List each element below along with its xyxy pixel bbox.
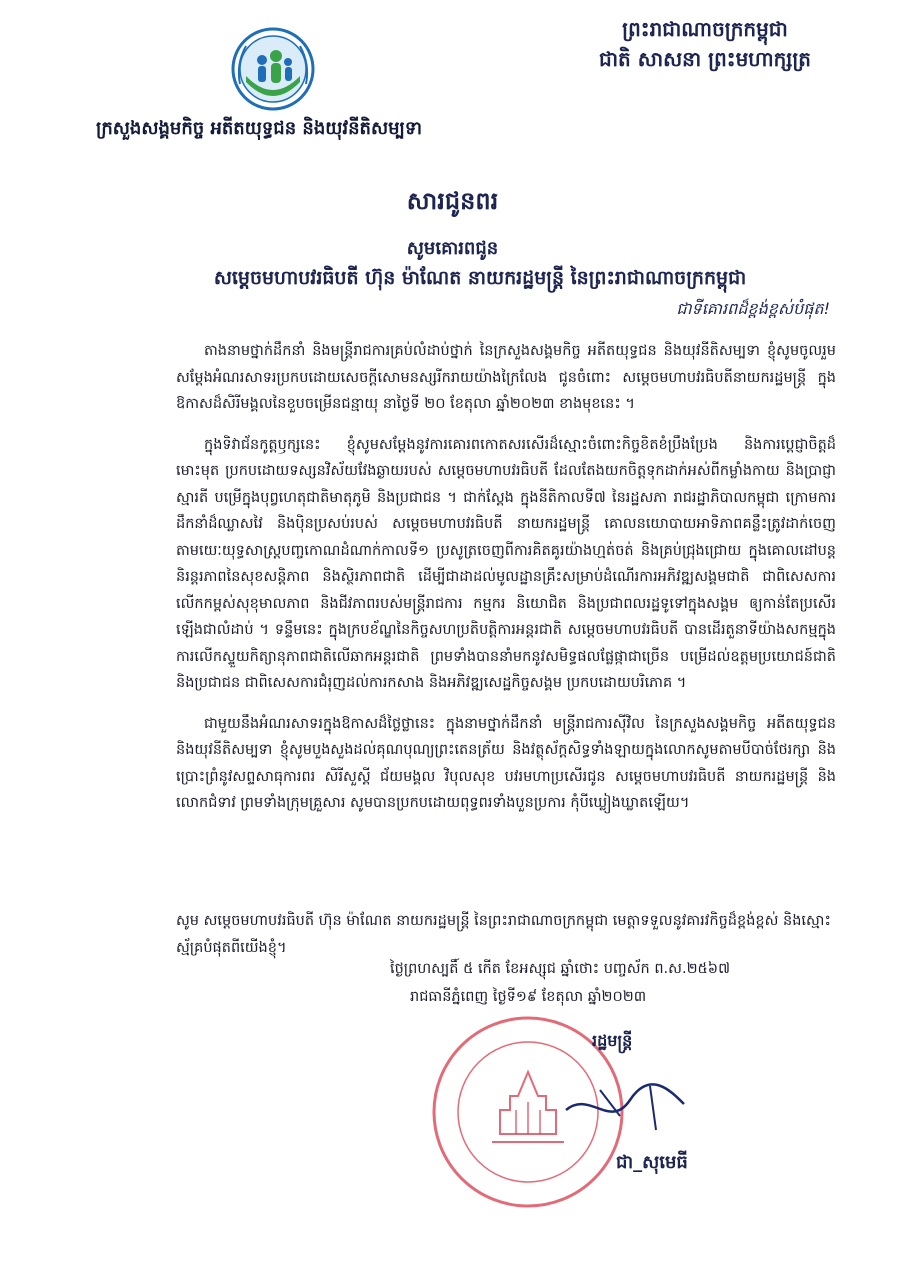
solar-date: រាជធានីភ្នំពេញ ថ្ងៃទី១៩ ខែតុលា ឆ្នាំ២០២៣ xyxy=(410,989,647,1005)
recipient-line: សម្តេចមហាបវរធិបតី ហ៊ុន ម៉ាណែត នាយករដ្ឋមន្ត្រី នៃព្រះរាជាណាចក្រកម្ពុជា xyxy=(213,267,747,289)
kingdom-header xyxy=(560,14,850,74)
ministry-seal-icon xyxy=(228,24,318,114)
signer-name: ជា_សុមេធី xyxy=(616,1152,688,1173)
national-motto: ជាតិ សាសនា ព្រះមហាក្សត្រ xyxy=(599,47,811,71)
handwritten-signature xyxy=(560,1070,690,1150)
document-title: សារជូនពរ xyxy=(406,187,499,215)
paragraph: ក្នុងទិវាជ័នកូត្តឫក្សនេះ ខ្ញុំសូមសម្តែងនូវការគោរពកោតសរសើរដ៏ស្មោះចំពោះកិច្ចខិតខំប្រឹងប្រែង និងការប្តេជ្ញាចិត្តដ៏មោះមុត ប្រកបដោយទស្សនវិស័យវែងឆ្ងាយរបស់ សម្តេចមហាបវរធិបតី ដែលតែងយកចិត្តទុកដាក់អស់ពីកម្លាំងកាយ និងប្រាជ្ញាស្មារតី បម្រើក្នុងបុព្វហេតុជាតិមាតុភូមិ និងប្រជាជន ។ ជាក់ស្តែង ក្នុងនីតិកាលទី៧ នៃរដ្ឋសភា រាជរដ្ឋាភិបាលកម្ពុជា ក្រោមការដឹកនាំដ៏ឈ្លាសវៃ និងប៉ិនប្រសប់របស់ សម្តេចមហាបវរធិបតី នាយករដ្ឋមន្ត្រី គោលនយោបាយអាទិភាពគន្លឹះត្រូវដាក់ចេញ តាមយេៈយុទ្ធសាស្ត្របញ្ចកោណដំណាក់កាលទី១ ប្រសូត្រចេញពីការគិតគូរយ៉ាងហ្មត់ចត់ និងគ្រប់ជ្រុងជ្រោយ ក្នុងគោលដៅបន្តនិរន្តរភាពនៃសុខសន្តិភាព និងស្ថិរភាពជាតិ ដើម្បីជាដាដល់មូលដ្ឋានគ្រឹះសម្រាប់ដំណើរការអភិវឌ្ឍសង្គមជាតិ ជាពិសេសការលើកកម្ពស់សុខុមាលភាព និងជីវភាពរបស់មន្ត្រីរាជការ កម្មករ និយោជិត និងប្រជាពលរដ្ឋទូទៅក្នុងសង្គម ឲ្យកាន់តែប្រសើរឡើងជាលំដាប់ ។ ទន្ទឹមនេះ ក្នុងក្របខ័ណ្ឌនៃកិច្ចសហប្រតិបត្តិការអន្តរជាតិ សម្តេចមហាបវរធិបតី បានដើរតួនាទីយ៉ាងសកម្មក្នុងការលើកស្ទួយកិត្យានុភាពជាតិលើឆាកអន្តរជាតិ ព្រមទាំងបាននាំមកនូវសមិទ្ធផលផ្លែផ្កាជាច្រើន បម្រើដល់ឧត្តមប្រយោជន៍ជាតិ និងប្រជាជន ជាពិសេសការជំរុញដល់ការកសាង និងអភិវឌ្ឍសេដ្ឋកិច្ចសង្គម ប្រកបដោយបរិភោគ ។ xyxy=(176,436,836,691)
closing-line: សូម សម្តេចមហាបវរធិបតី ហ៊ុន ម៉ាណែត នាយករដ្ឋមន្ត្រី នៃព្រះរាជាណាចក្រកម្ពុជា មេត្តាទទួលនូវគារវកិច្ចដ៏ខ្ពង់ខ្ពស់ និងស្មោះស្ម័គ្របំផុតពីយើងខ្ញុំ។ xyxy=(176,913,831,956)
letter-body xyxy=(176,338,836,831)
paragraph: ជាមួយនឹងអំណរសាទរក្នុងឱកាសដ៏ថ្លៃថ្លានេះ ក្នុងនាមថ្នាក់ដឹកនាំ មន្ត្រីរាជការស៊ីវិល នៃក្រសួងសង្គមកិច្ច អតីតយុទ្ធជន និងយុវនីតិសម្បទា ខ្ញុំសូមបួងសួងដល់គុណបុណ្យព្រះតេនត្រ័យ និងវត្ថុស័ក្តសិទ្ធទាំងឡាយក្នុងលោកសូមតាមបីបាច់ថែរក្សា និងប្រោះព្រំនូវសព្ទសាធុការពរ សិរីសួស្តី ជ័យមង្គល វិបុលសុខ បវរមហាប្រសើរជូន សម្តេចមហាបវរធិបតី នាយករដ្ឋមន្ត្រី និង លោកជំទាវ ព្រមទាំងក្រុមគ្រួសារ សូមបានប្រកបដោយពុទ្ធពរទាំងបួនប្រការ កុំបីឃ្លៀងឃ្លាតឡើយ។ xyxy=(176,715,836,811)
ministry-name: ក្រសួងសង្គមកិច្ច អតីតយុទ្ធជន និងយុវនីតិសម្បទា xyxy=(96,118,423,139)
paragraph: តាងនាមថ្នាក់ដឹកនាំ និងមន្ត្រីរាជការគ្រប់លំដាប់ថ្នាក់ នៃក្រសួងសង្គមកិច្ច អតីតយុទ្ធជន និងយុវនីតិសម្បទា ខ្ញុំសូមចូលរួមសម្តែងអំណរសាទរប្រកបដោយសេចក្តីសោមនស្សរីករាយយ៉ាងក្រៃលែង ជូនចំពោះ សម្តេចមហាបវរធិបតីនាយករដ្ឋមន្ត្រី ក្នុងឱកាសដ៏សិរីមង្គលនៃខួបចម្រើនជន្មាយុ នាថ្ងៃទី ២០ ខែតុលា ឆ្នាំ២០២៣ ខាងមុខនេះ ។ xyxy=(176,343,836,412)
signer-title: រដ្ឋមន្ត្រី xyxy=(592,1031,633,1050)
honor-line: ជាទីគោរពដ៏ខ្ពង់ខ្ពស់បំផុត! xyxy=(676,299,830,318)
lunar-date: ថ្ងៃព្រហស្បតិ៍ ៥ កើត ខែអស្សុជ ឆ្នាំថោះ បញ្ចស័ក ព.ស.២៥៦៧ xyxy=(390,961,730,977)
respect-line: សូមគោរពជូន xyxy=(406,238,499,259)
kingdom-name: ព្រះរាជាណាចក្រកម្ពុជា xyxy=(622,17,788,41)
